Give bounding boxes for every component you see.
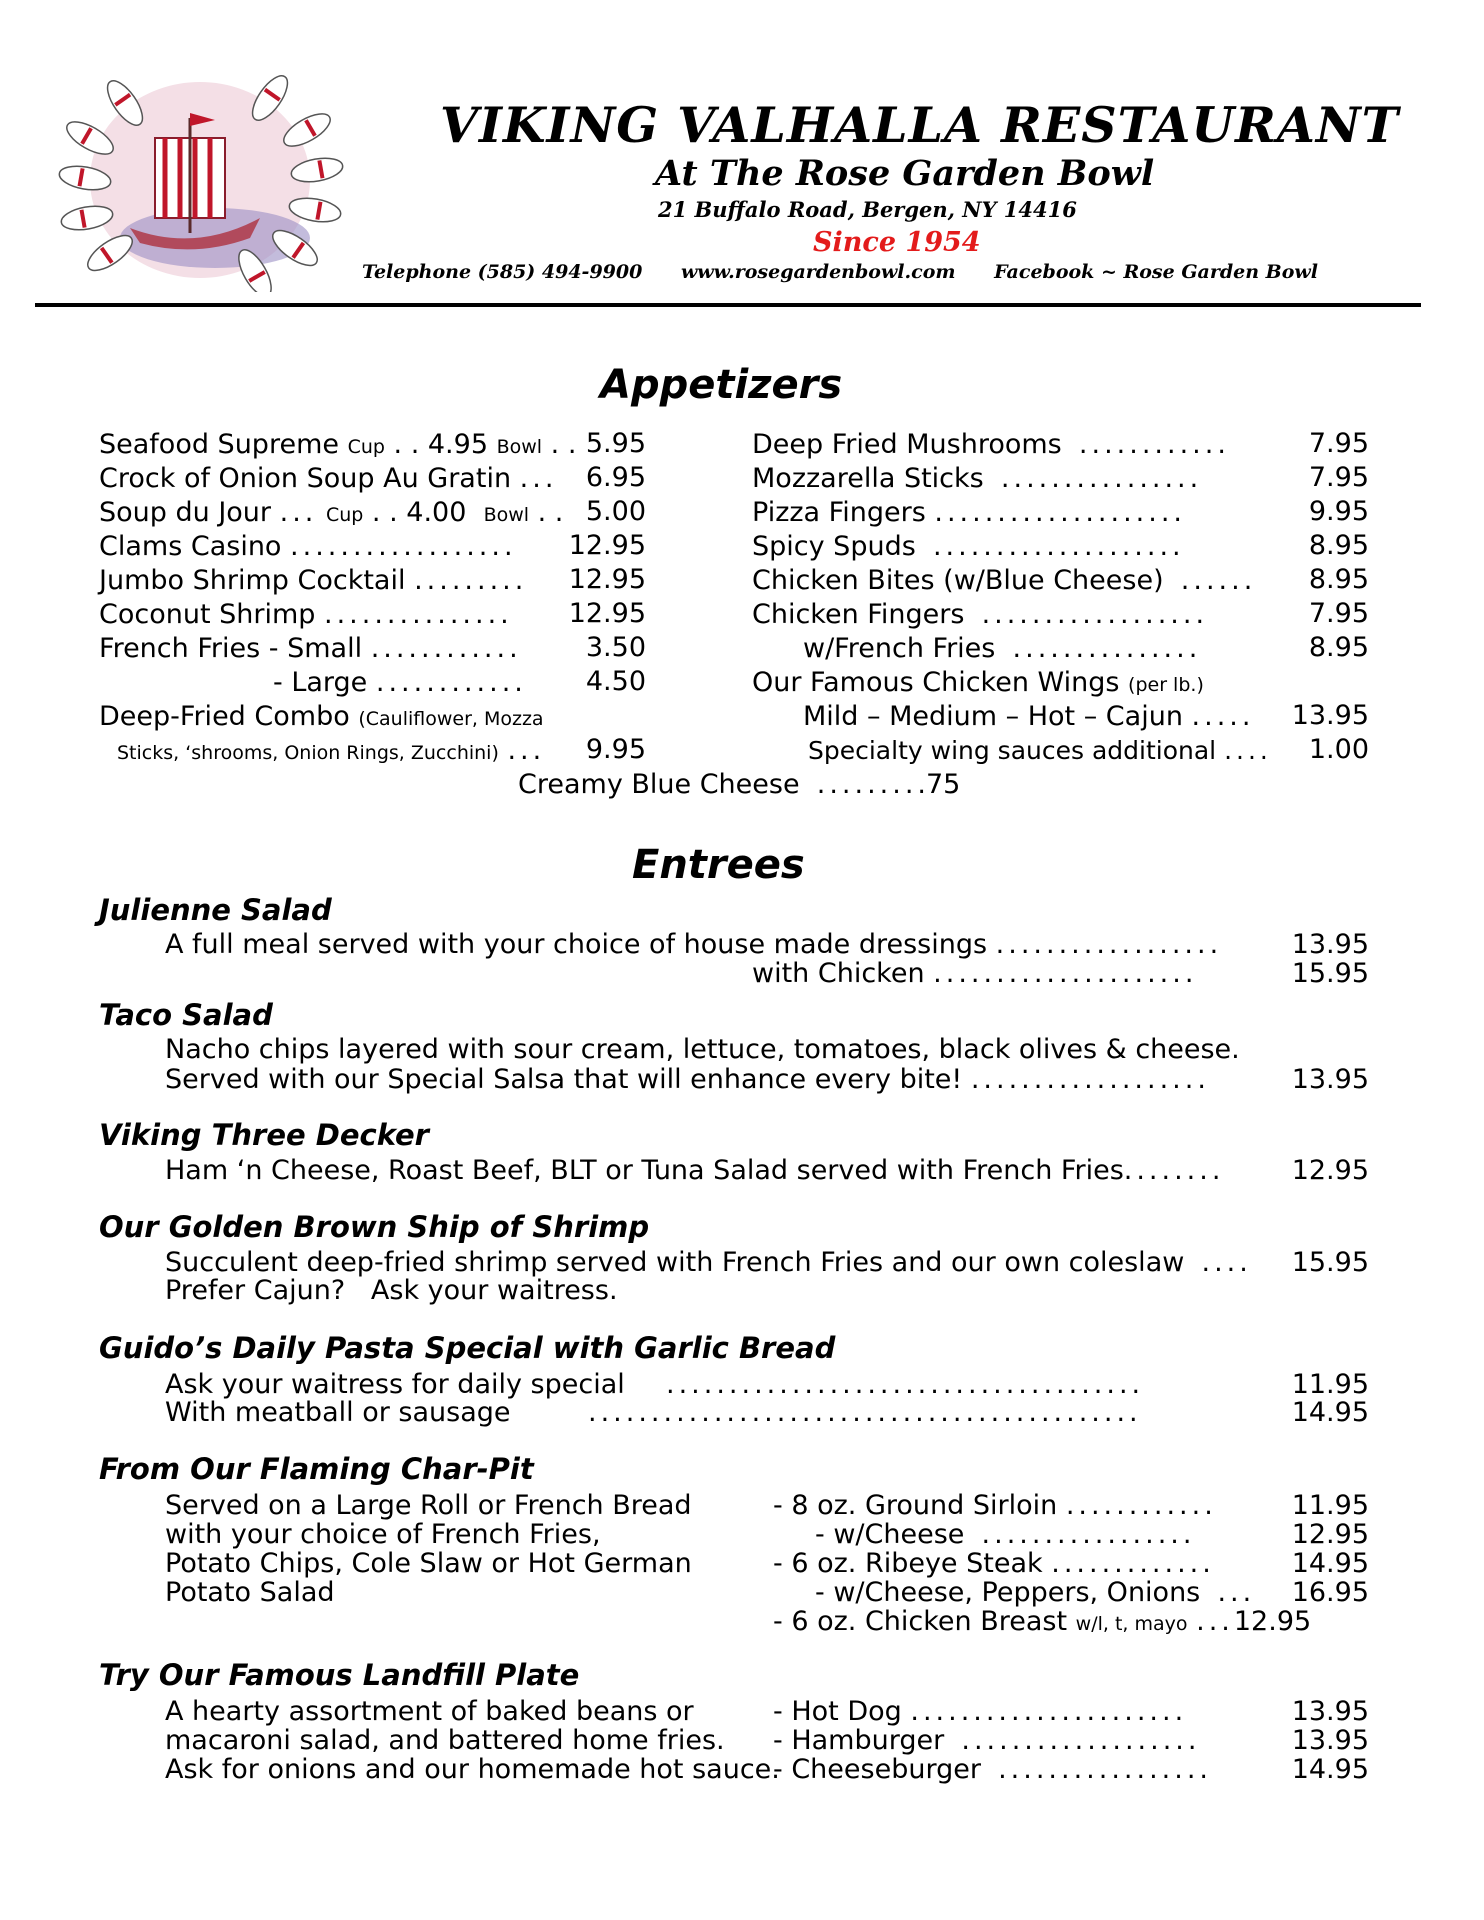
menu-price: 12.95	[568, 598, 646, 629]
menu-item-note: Sticks, ‘shrooms, Onion Rings, Zucchini) ...	[117, 735, 546, 766]
menu-price: 13.95	[1291, 929, 1369, 960]
menu-item: Our Famous Chicken Wings (per lb.)	[752, 667, 1204, 698]
menu-price: 8.95	[1308, 564, 1369, 595]
entree-title: Try Our Famous Landfill Plate	[99, 1658, 580, 1692]
entree-title: Our Golden Brown Ship of Shrimp	[99, 1210, 650, 1244]
menu-item: - Hamburger ...................	[773, 1725, 1201, 1756]
menu-item: - 6 oz. Ribeye Steak .............	[773, 1548, 1215, 1579]
entree-description: Potato Salad	[165, 1577, 335, 1608]
menu-price: 9.95	[585, 734, 646, 765]
menu-item: - w/Cheese, Peppers, Onions ...	[815, 1577, 1256, 1608]
restaurant-address: 21 Buffalo Road, Bergen, NY 14416	[658, 197, 1077, 222]
menu-price: 3.50	[585, 632, 646, 663]
menu-item: - Hot Dog ......................	[773, 1696, 1188, 1727]
menu-price: 6.95	[585, 462, 646, 493]
menu-item: Crock of Onion Soup Au Gratin ...	[99, 463, 558, 494]
menu-price: 13.95	[1291, 1064, 1369, 1095]
entree-description: Served with our Special Salsa that will enhance every bite! ...................	[165, 1064, 1210, 1095]
website-link[interactable]: www.rosegardenbowl.com	[680, 261, 956, 283]
menu-item: Seafood Supreme Cup . . 4.95 Bowl . .	[99, 429, 577, 460]
menu-price: 14.95	[1291, 1548, 1369, 1579]
menu-item: - 6 oz. Chicken Breast w/l, t, mayo ...12.95	[773, 1606, 1312, 1637]
menu-price: 11.95	[1291, 1490, 1369, 1521]
menu-price: 12.95	[568, 564, 646, 595]
menu-item: French Fries - Small ............	[99, 633, 522, 664]
facebook: Facebook ~ Rose Garden Bowl	[994, 261, 1318, 283]
viking-ship-logo-icon	[55, 68, 345, 292]
header-divider	[35, 303, 1421, 307]
menu-price: 8.95	[1308, 530, 1369, 561]
entree-description: Ask for onions and our homemade hot sauce.	[165, 1754, 780, 1785]
entree-description: Ask your waitress for daily special	[165, 1369, 625, 1400]
contact-line	[362, 261, 1350, 283]
entree-description: with your choice of French Fries,	[165, 1519, 601, 1550]
menu-price: 1.00	[1308, 734, 1369, 765]
since-year: Since 1954	[813, 227, 981, 258]
menu-price: 15.95	[1291, 1247, 1369, 1278]
entree-description: Succulent deep-fried shrimp served with French Fries and our own coleslaw ....	[165, 1247, 1252, 1278]
menu-item: - 8 oz. Ground Sirloin ............	[773, 1490, 1217, 1521]
menu-price: 13.95	[1291, 1725, 1369, 1756]
menu-price: 12.95	[1291, 1519, 1369, 1550]
menu-item: Mozzarella Sticks ................	[752, 463, 1203, 494]
telephone: Telephone (585) 494-9900	[362, 261, 643, 283]
entree-description: macaroni salad, and battered home fries.	[165, 1725, 725, 1756]
entree-description: Nacho chips layered with sour cream, lettuce, tomatoes, black olives & cheese.	[165, 1034, 1240, 1065]
restaurant-title: VIKING VALHALLA RESTAURANT	[440, 96, 1400, 154]
entree-title: Julienne Salad	[99, 893, 332, 927]
entrees-heading: Entrees	[632, 842, 805, 888]
menu-price: 15.95	[1291, 958, 1369, 989]
menu-item: Deep Fried Mushrooms ............	[752, 429, 1230, 460]
menu-price: 7.95	[1308, 462, 1369, 493]
menu-item: Chicken Fingers ..................	[752, 599, 1209, 630]
menu-price: 8.95	[1308, 632, 1369, 663]
entree-description: A full meal served with your choice of house made dressings ..................	[165, 929, 1223, 960]
menu-item: Jumbo Shrimp Cocktail .........	[99, 565, 528, 596]
entree-title: Viking Three Decker	[99, 1118, 429, 1152]
menu-price: 12.95	[568, 530, 646, 561]
menu-item: Specialty wing sauces additional ....	[808, 736, 1272, 765]
menu-item: - Cheeseburger .................	[773, 1754, 1212, 1785]
menu-item: Creamy Blue Cheese .........75	[518, 769, 961, 800]
menu-item: Mild – Medium – Hot – Cajun .....	[803, 701, 1255, 732]
menu-price: 5.00	[585, 496, 646, 527]
menu-item: Soup du Jour ... Cup . . 4.00 Bowl . .	[99, 497, 564, 528]
entree-description: Served on a Large Roll or French Bread	[165, 1490, 692, 1521]
dot-leader: ............................................	[588, 1397, 1142, 1428]
menu-price: 14.95	[1291, 1397, 1369, 1428]
restaurant-subtitle: At The Rose Garden Bowl	[655, 153, 1155, 194]
entree-description: with Chicken .....................	[752, 958, 1198, 989]
menu-price: 13.95	[1291, 700, 1369, 731]
appetizers-heading: Appetizers	[600, 362, 843, 408]
menu-item: w/French Fries ...............	[803, 633, 1202, 664]
menu-item: Coconut Shrimp ...............	[99, 599, 513, 630]
menu-item: Chicken Bites (w/Blue Cheese) ......	[752, 565, 1257, 596]
entree-title: Guido’s Daily Pasta Special with Garlic Bread	[99, 1331, 836, 1365]
entree-description: Potato Chips, Cole Slaw or Hot German	[165, 1548, 692, 1579]
dot-leader: ......................................	[666, 1369, 1145, 1400]
menu-item: - Large ............	[273, 667, 527, 698]
entree-description: Prefer Cajun? Ask your waitress.	[165, 1275, 618, 1306]
menu-price: 11.95	[1291, 1369, 1369, 1400]
entree-description: A hearty assortment of baked beans or	[165, 1696, 694, 1727]
entree-title: From Our Flaming Char-Pit	[99, 1452, 534, 1486]
entree-title: Taco Salad	[99, 998, 273, 1032]
menu-price: 13.95	[1291, 1696, 1369, 1727]
menu-item: Spicy Spuds ....................	[752, 531, 1185, 562]
menu-price: 7.95	[1308, 428, 1369, 459]
menu-item: Deep-Fried Combo (Cauliflower, Mozza	[99, 701, 544, 732]
menu-price: 14.95	[1291, 1754, 1369, 1785]
menu-item: - w/Cheese .................	[815, 1519, 1196, 1550]
menu-price: 7.95	[1308, 598, 1369, 629]
menu-price: 9.95	[1308, 496, 1369, 527]
entree-description: With meatball or sausage	[165, 1397, 511, 1428]
menu-price: 16.95	[1291, 1577, 1369, 1608]
entree-description: Ham ‘n Cheese, Roast Beef, BLT or Tuna Salad served with French Fries........	[165, 1155, 1225, 1186]
menu-price: 4.50	[585, 666, 646, 697]
menu-item: Pizza Fingers ....................	[752, 497, 1187, 528]
menu-price: 5.95	[585, 428, 646, 459]
menu-item: Clams Casino ..................	[99, 531, 517, 562]
menu-price: 12.95	[1291, 1155, 1369, 1186]
